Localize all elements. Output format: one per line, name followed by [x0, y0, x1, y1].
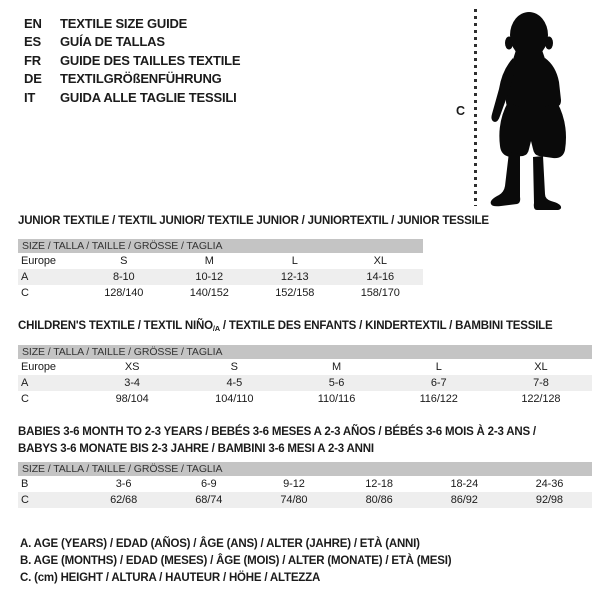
height-measure-dotted-line — [474, 9, 477, 206]
table-row-age — [18, 269, 423, 285]
table-row-age — [18, 375, 592, 391]
age-cell: 7-8 — [533, 377, 549, 389]
footnote-age-months: B. AGE (MONTHS) / EDAD (MESES) / ÂGE (MOIS) / ALTER (MONATE) / ETÀ (MESI) — [20, 555, 452, 568]
height-cell: 104/110 — [215, 393, 254, 405]
section-heading-junior — [18, 215, 489, 227]
size-cell: S — [230, 361, 238, 373]
age-cell: 9-12 — [283, 478, 305, 490]
language-label: GUIDA ALLE TAGLIE TESSILI — [60, 89, 237, 105]
language-code: IT — [24, 89, 36, 105]
height-cell: 98/104 — [115, 393, 149, 405]
row-label: C — [21, 287, 29, 299]
section-heading-babies-line2: BABYS 3-6 MONATE BIS 2-3 JAHRE / BAMBINI 3-6 MESI A 2-3 ANNI — [18, 442, 374, 455]
height-cell: 152/158 — [275, 287, 315, 299]
age-cell: 6-7 — [430, 377, 447, 389]
size-cell: M — [331, 361, 342, 373]
language-label: TEXTILE SIZE GUIDE — [60, 16, 188, 31]
height-cell: 122/128 — [521, 393, 561, 405]
language-row-en — [24, 15, 240, 33]
size-table-junior — [18, 239, 423, 301]
height-cell: 110/116 — [317, 393, 356, 405]
language-label: GUIDE DES TAILLES TEXTILE — [60, 52, 241, 68]
language-code: EN — [24, 16, 42, 31]
row-label: Europe — [21, 255, 56, 267]
age-cell: 24-36 — [535, 478, 564, 490]
table-row-age-months — [18, 476, 592, 492]
height-cell: 62/68 — [110, 494, 138, 506]
row-label: Europe — [21, 361, 56, 373]
size-header-bar: SIZE / TALLA / TAILLE / GRÖSSE / TAGLIA — [18, 462, 592, 476]
age-cell: 5-6 — [328, 377, 345, 389]
size-cell: XL — [373, 255, 387, 267]
age-cell: 10-12 — [195, 271, 224, 283]
language-label: GUÍA DE TALLAS — [60, 34, 165, 50]
height-cell: 74/80 — [280, 494, 308, 506]
age-cell: 12-13 — [280, 271, 309, 283]
age-cell: 12-18 — [365, 478, 393, 490]
height-cell: 116/122 — [419, 393, 458, 405]
age-cell: 18-24 — [450, 478, 479, 490]
row-label: B — [21, 478, 29, 490]
size-cell: XS — [124, 361, 140, 373]
language-row-es — [24, 33, 240, 51]
height-cell: 80/86 — [365, 494, 393, 506]
height-cell: 128/140 — [104, 287, 144, 299]
size-cell: L — [435, 361, 442, 373]
height-cell: 158/170 — [360, 287, 400, 299]
table-row-height — [18, 285, 423, 301]
section-heading-children — [18, 320, 552, 333]
language-code: DE — [24, 71, 42, 87]
language-label: TEXTILGRÖßENFÜHRUNG — [60, 71, 222, 87]
row-label: C — [21, 494, 29, 506]
size-cell: M — [204, 255, 214, 267]
footnote-age-years: A. AGE (YEARS) / EDAD (AÑOS) / ÂGE (ANS) / ALTER (JAHRE) / ETÀ (ANNI) — [20, 538, 420, 550]
height-cell: 140/152 — [189, 287, 229, 299]
table-row-height — [18, 492, 592, 508]
language-code: ES — [24, 34, 41, 50]
age-cell: 4-5 — [226, 377, 243, 389]
section-heading-babies — [18, 424, 536, 457]
language-row-fr — [24, 52, 240, 70]
age-cell: 3-4 — [124, 377, 140, 389]
row-label: C — [21, 393, 29, 405]
section-heading-children-pre: CHILDREN'S TEXTILE / TEXTIL NIÑO — [18, 320, 213, 332]
age-cell: 8-10 — [112, 271, 135, 283]
row-label: A — [21, 377, 29, 389]
footnote-height: C. (cm) HEIGHT / ALTURA / HAUTEUR / HÖHE / ALTEZZA — [20, 572, 321, 585]
height-cell: 92/98 — [535, 494, 563, 506]
language-row-it — [24, 89, 240, 107]
size-cell: S — [120, 255, 128, 267]
age-cell: 14-16 — [366, 271, 395, 283]
table-row-height — [18, 391, 592, 407]
language-row-de — [24, 70, 240, 88]
height-cell: 68/74 — [195, 494, 223, 506]
size-table-babies — [18, 462, 592, 508]
size-table-children — [18, 345, 592, 407]
language-list — [24, 15, 240, 107]
table-row-europe — [18, 253, 423, 269]
section-heading-children-post: / TEXTILE DES ENFANTS / KINDERTEXTIL / BAMBINI TESSILE — [219, 320, 553, 332]
height-label: C — [456, 104, 466, 118]
toddler-silhouette-icon — [487, 4, 585, 210]
row-label: A — [21, 271, 29, 283]
age-cell: 3-6 — [115, 478, 132, 490]
footnotes — [20, 536, 451, 588]
size-header-bar: SIZE / TALLA / TAILLE / GRÖSSE / TAGLIA — [18, 345, 592, 359]
size-cell: XL — [534, 361, 548, 373]
size-header-bar: SIZE / TALLA / TAILLE / GRÖSSE / TAGLIA — [18, 239, 423, 253]
section-heading-babies-line1: BABIES 3-6 MONTH TO 2-3 YEARS / BEBÉS 3-6 MESES A 2-3 AÑOS / BÉBÉS 3-6 MOIS À 2-3 ANS / — [18, 426, 536, 438]
section-heading-children-sub: /A — [212, 324, 220, 333]
section-heading-junior-text: JUNIOR TEXTILE / TEXTIL JUNIOR/ TEXTILE JUNIOR / JUNIORTEXTIL / JUNIOR TESSILE — [18, 215, 489, 227]
table-row-europe — [18, 359, 592, 375]
language-code: FR — [24, 52, 41, 68]
height-cell: 86/92 — [450, 494, 478, 506]
age-cell: 6-9 — [200, 478, 217, 490]
size-cell: L — [291, 255, 298, 267]
